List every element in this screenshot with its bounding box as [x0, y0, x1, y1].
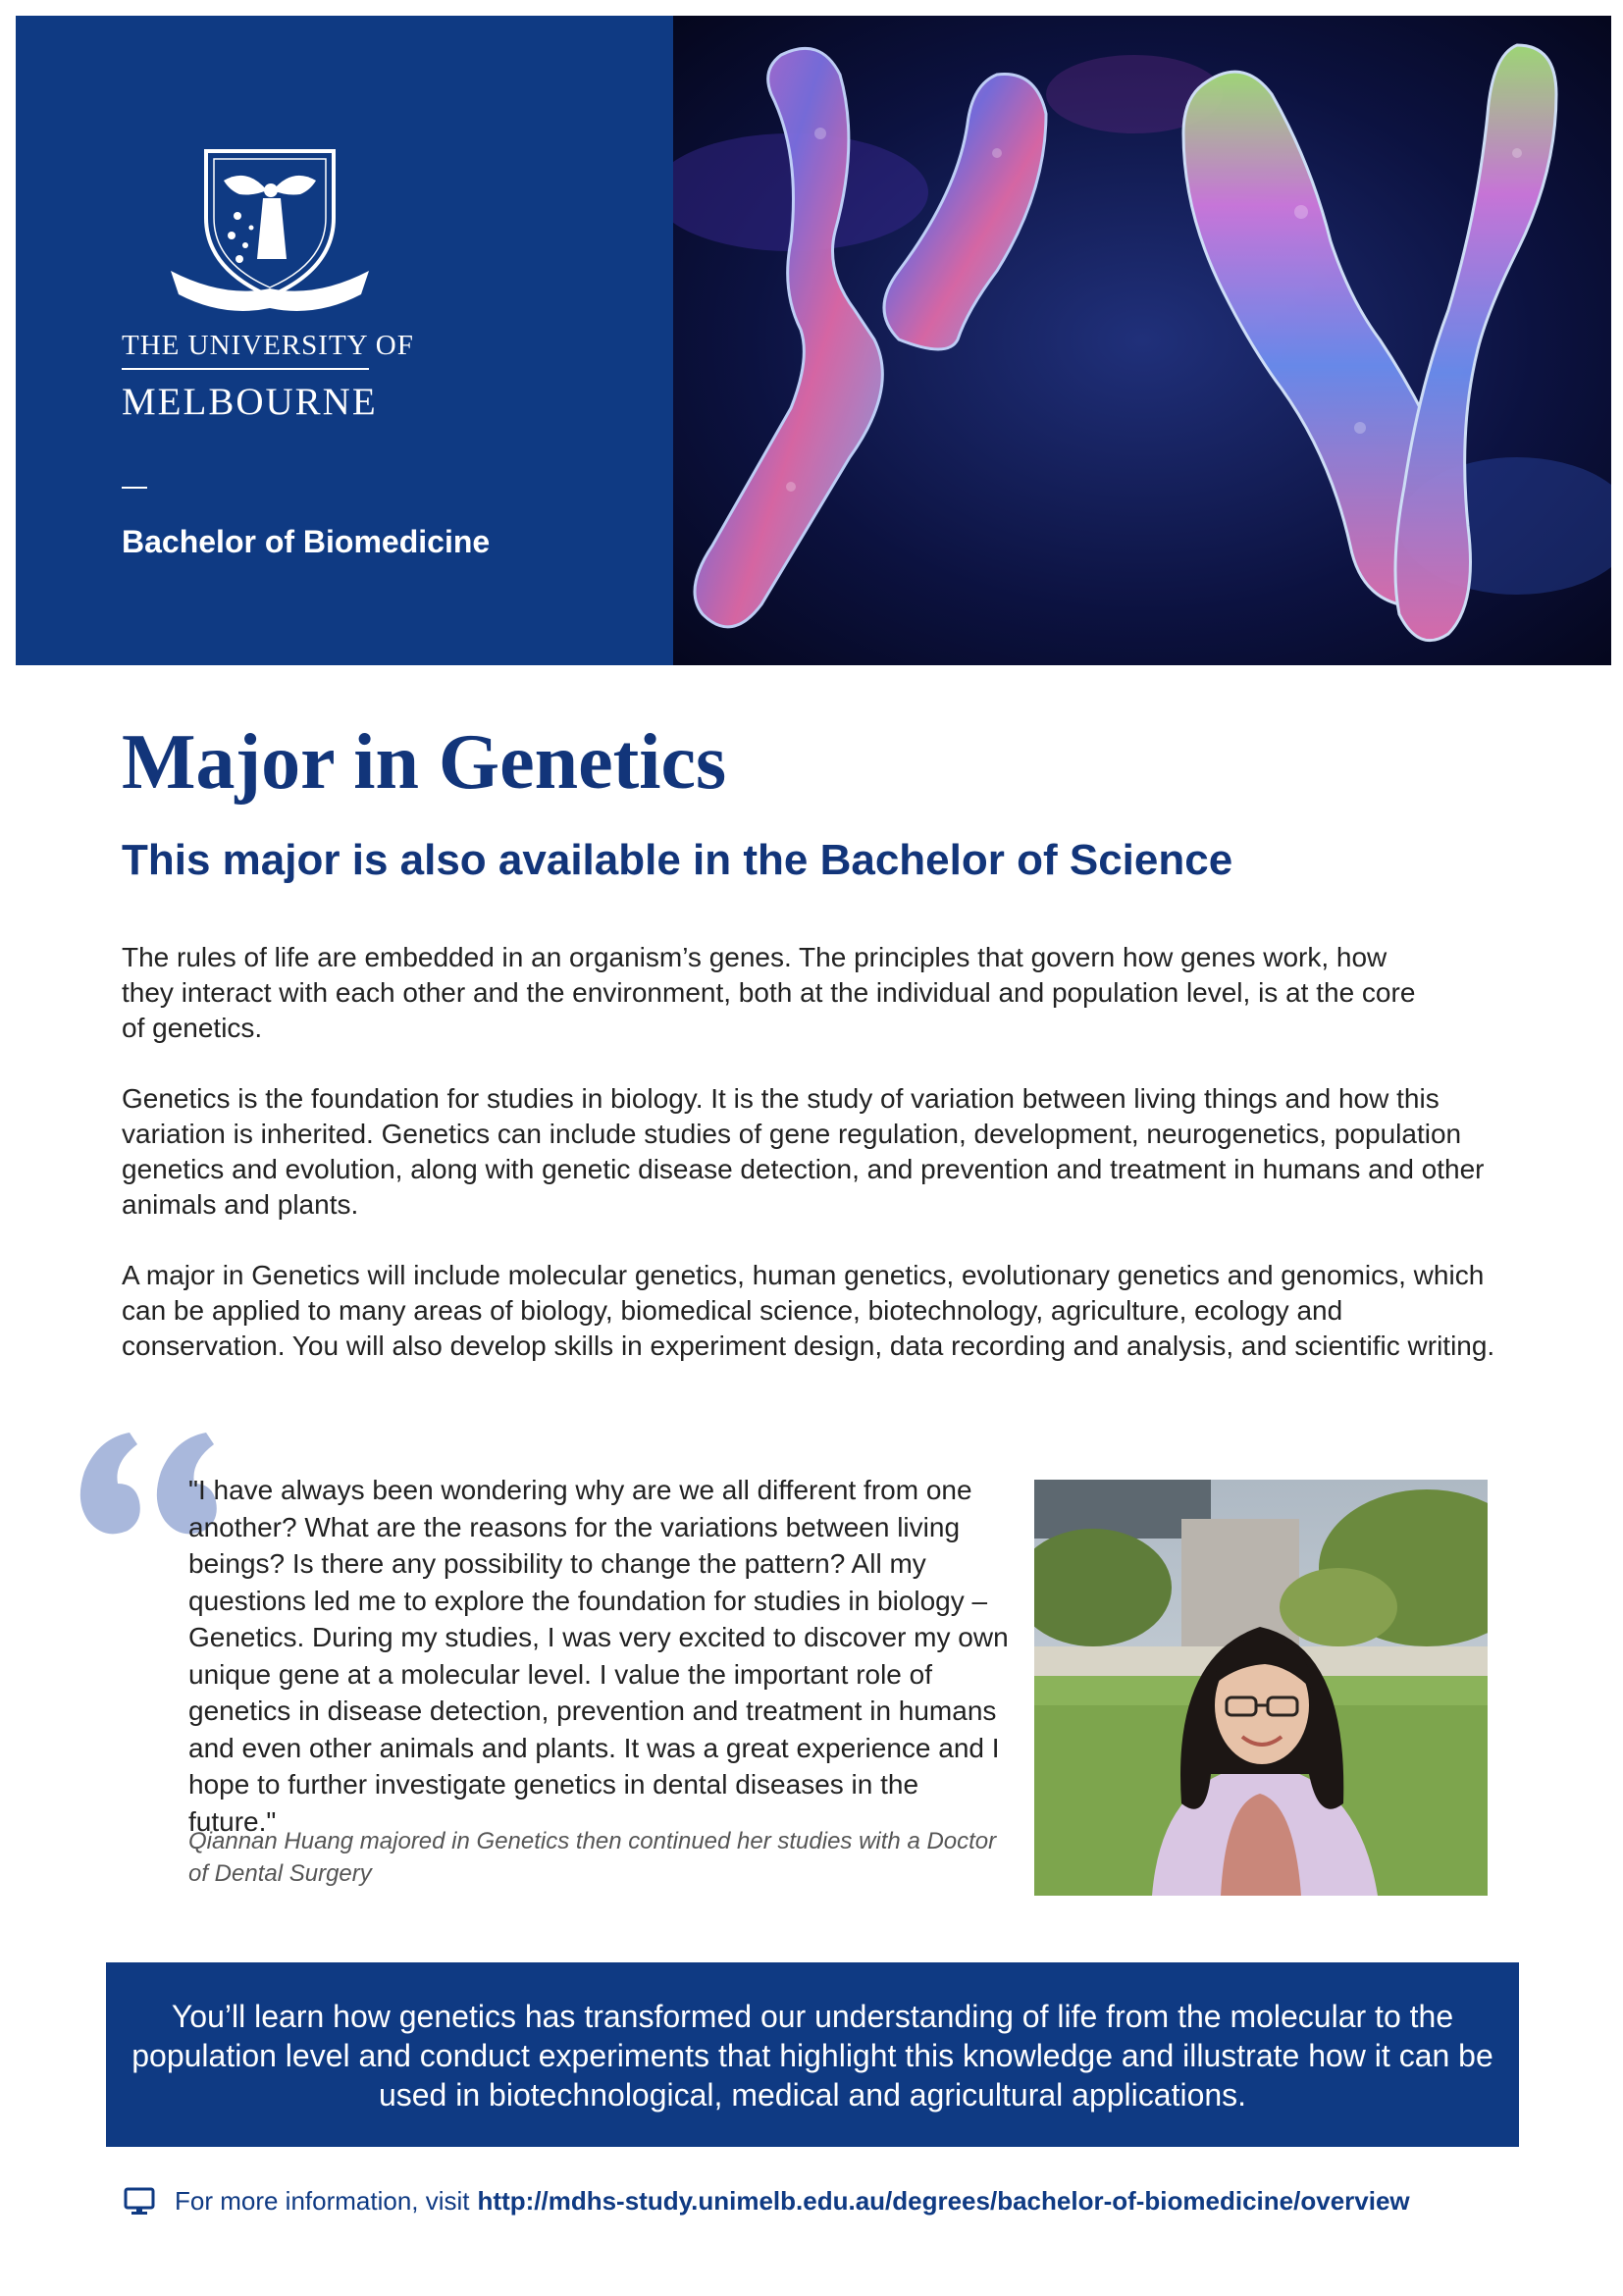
testimonial-quote: "I have always been wondering why are we all different from one another? What are the reasons for the variations between living beings? Is there any possibility to change the pattern? All my questions led me to explore the foundation for studies in biology – Genetics. During my studies, I was very excited to discover my own unique gene at a molecular level. I value the important role of genetics in disease detection, prevention and treatment in humans and even other animals and plants. It was a great experience and I hope to further investigate genetics in dental diseases in the future.": [188, 1475, 1009, 1837]
summary-callout-text: You’ll learn how genetics has transformed our understanding of life from the molecular to the population level and conduct experiments that highlight this knowledge and illustrate how it can be used in biotechnological, medical and agricultural applications.: [131, 1999, 1493, 2113]
foundation-paragraph: Genetics is the foundation for studies in biology. It is the study of variation between living things and how this variation is inherited. Genetics can include studies of gene regulation, development, neurogenetics, population genetics and evolution, along with genetic disease detection, and prevention and treatment in humans and other animals and plants.: [122, 1083, 1485, 1220]
more-info-link[interactable]: http://mdhs-study.unimelb.edu.au/degrees/bachelor-of-biomedicine/overview: [477, 2186, 1410, 2216]
page-subtitle: This major is also available in the Bachelor of Science: [122, 836, 1233, 884]
program-name: Bachelor of Biomedicine: [122, 524, 491, 559]
university-name-line2: MELBOURNE: [122, 381, 378, 423]
chromosome-hero-image: [673, 16, 1611, 665]
brand-dash-divider: [122, 487, 147, 489]
university-crest-logo: [165, 141, 375, 318]
more-info-footer: [124, 2186, 1410, 2217]
university-name-divider: [122, 368, 369, 370]
major-content-paragraph: A major in Genetics will include molecular genetics, human genetics, evolutionary genetics and genomics, which can be applied to many areas of biology, biomedical science, biotechnology, agriculture, ecology and conservation. You will also develop skills in experiment design, data recording and analysis, and scientific writing.: [122, 1260, 1495, 1361]
header-banner: [16, 16, 1611, 665]
testimonial-credit: Qiannan Huang majored in Genetics then continued her studies with a Doctor of Dental Surgery: [188, 1828, 997, 1887]
monitor-icon: [124, 2187, 155, 2217]
student-portrait-photo: [1034, 1480, 1488, 1896]
university-name-line1: THE UNIVERSITY OF: [122, 330, 414, 361]
more-info-prefix: For more information, visit: [175, 2186, 470, 2216]
intro-paragraph: The rules of life are embedded in an organism’s genes. The principles that govern how genes work, how they interact with each other and the environment, both at the individual and population level, is at the core of genetics.: [122, 942, 1416, 1043]
page-title: Major in Genetics: [122, 719, 727, 806]
summary-callout-box: [106, 1962, 1519, 2147]
university-brand: [122, 141, 491, 560]
